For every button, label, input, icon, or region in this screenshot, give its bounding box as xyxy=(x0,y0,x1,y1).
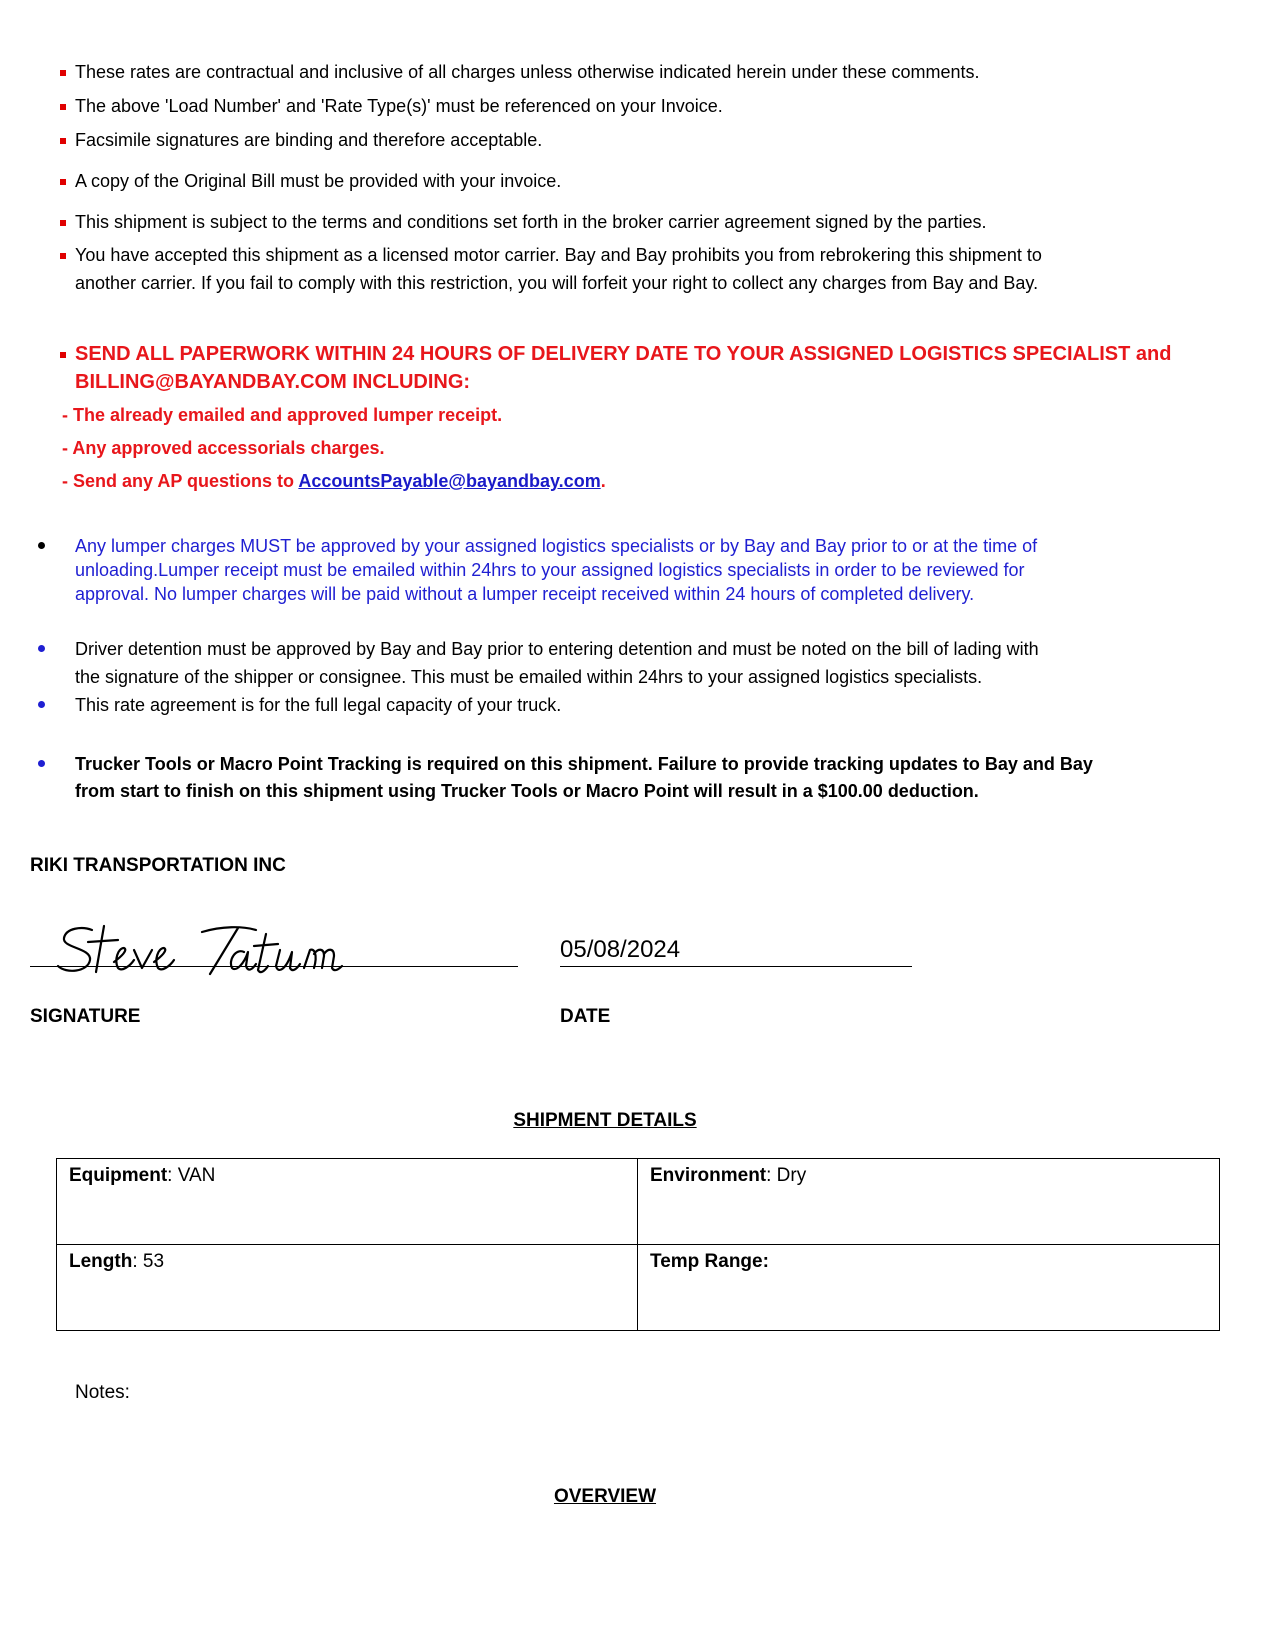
shipment-details-heading: SHIPMENT DETAILS xyxy=(513,1110,697,1131)
date-label: DATE xyxy=(560,1006,611,1027)
length-label: Length xyxy=(69,1251,133,1272)
signature-line xyxy=(30,966,518,967)
ap-email-link[interactable]: AccountsPayable@bayandbay.com xyxy=(298,471,601,491)
term-item: The above 'Load Number' and 'Rate Type(s)' must be referenced on your Invoice. xyxy=(75,96,723,116)
bullet-square xyxy=(60,104,66,110)
detention-line: the signature of the shipper or consignee. This must be emailed within 24hrs to your assigned logistics specialists. xyxy=(75,667,983,687)
bullet-square xyxy=(60,253,66,259)
environment-value: : Dry xyxy=(766,1165,807,1186)
table-row xyxy=(57,1159,1220,1245)
lumper-line: Any lumper charges MUST be approved by your assigned logistics specialists or by Bay and Bay prior to or at the time of xyxy=(75,536,1038,556)
term-item: A copy of the Original Bill must be provided with your invoice. xyxy=(75,171,562,191)
ap-suffix: . xyxy=(600,471,606,491)
ap-questions-text: - Send any AP questions to xyxy=(62,471,295,491)
shipment-details-table xyxy=(56,1158,1220,1331)
lumper-line: unloading.Lumper receipt must be emailed within 24hrs to your assigned logistics specialists in order to be reviewed for xyxy=(75,560,1025,580)
equipment-label: Equipment xyxy=(69,1165,168,1186)
overview-heading: OVERVIEW xyxy=(553,1486,657,1507)
ap-questions-line xyxy=(62,470,606,492)
bullet-square xyxy=(60,179,66,185)
bullet-square xyxy=(60,138,66,144)
tracking-line: Trucker Tools or Macro Point Tracking is required on this shipment. Failure to provide tracking updates to Bay and Bay xyxy=(75,754,1093,774)
bullet-square xyxy=(60,70,66,76)
paperwork-line-1: SEND ALL PAPERWORK WITHIN 24 HOURS OF DELIVERY DATE TO YOUR ASSIGNED LOGISTICS SPECIALIST and xyxy=(75,343,1172,365)
carrier-name: RIKI TRANSPORTATION INC xyxy=(30,855,286,876)
environment-label: Environment xyxy=(650,1165,767,1186)
bullet-square xyxy=(60,220,66,226)
tracking-line: from start to finish on this shipment using Trucker Tools or Macro Point will result in a $100.00 deduction. xyxy=(75,781,979,801)
bullet-dot xyxy=(38,701,45,708)
equipment-cell xyxy=(57,1159,638,1245)
bullet-dot xyxy=(38,760,45,767)
paperwork-item: - The already emailed and approved lumper receipt. xyxy=(62,405,503,425)
equipment-value: : VAN xyxy=(167,1165,216,1186)
bullet-dot xyxy=(38,542,45,549)
term-item: Facsimile signatures are binding and therefore acceptable. xyxy=(75,130,543,150)
capacity-line: This rate agreement is for the full legal capacity of your truck. xyxy=(75,695,562,715)
signature-image xyxy=(52,920,362,982)
temp-range-label: Temp Range: xyxy=(650,1251,769,1272)
temp-range-cell xyxy=(638,1245,1220,1331)
bullet-square xyxy=(60,352,66,358)
length-cell xyxy=(57,1245,638,1331)
bullet-dot xyxy=(38,645,45,652)
term-item: You have accepted this shipment as a licensed motor carrier. Bay and Bay prohibits you from rebrokering this shipment to xyxy=(75,245,1042,265)
term-item: These rates are contractual and inclusive of all charges unless otherwise indicated herein under these comments. xyxy=(75,62,980,82)
date-line xyxy=(560,966,912,967)
environment-cell xyxy=(638,1159,1220,1245)
signature-label: SIGNATURE xyxy=(30,1006,141,1027)
length-value: : 53 xyxy=(132,1251,165,1272)
table-row xyxy=(57,1245,1220,1331)
term-item: This shipment is subject to the terms and conditions set forth in the broker carrier agreement signed by the parties. xyxy=(75,212,987,232)
signature-date: 05/08/2024 xyxy=(560,936,681,963)
paperwork-line-2: BILLING@BAYANDBAY.COM INCLUDING: xyxy=(75,371,471,393)
notes-label: Notes: xyxy=(75,1382,130,1403)
lumper-line: approval. No lumper charges will be paid without a lumper receipt received within 24 hours of completed delivery. xyxy=(75,584,975,604)
detention-line: Driver detention must be approved by Bay and Bay prior to entering detention and must be noted on the bill of lading with xyxy=(75,639,1039,659)
term-item-continued: another carrier. If you fail to comply with this restriction, you will forfeit your right to collect any charges from Bay and Bay. xyxy=(75,273,1039,293)
paperwork-item: - Any approved accessorials charges. xyxy=(62,438,385,458)
